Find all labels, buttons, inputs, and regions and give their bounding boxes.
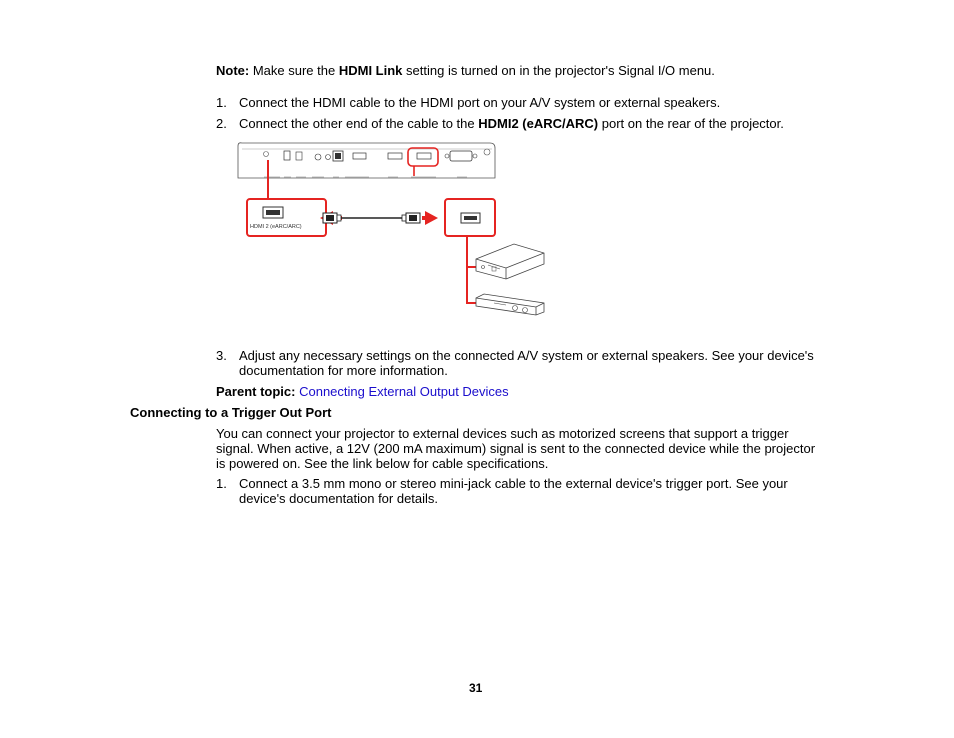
note-text-before: Make sure the [252,63,336,78]
step-number: 2. [216,116,227,131]
parent-topic [216,384,509,399]
hdmi-cable [320,211,438,225]
hdmi-connection-figure [236,140,548,318]
parent-topic-label: Parent topic: [216,384,296,399]
av-device-port-callout [445,199,495,236]
note-label: Note: [216,63,250,78]
step-2 [216,116,784,131]
step-number: 3. [216,348,227,363]
av-receiver-illustration [476,244,544,279]
step-3 [216,348,814,378]
section-step-1 [216,476,788,506]
parent-topic-link[interactable]: Connecting External Output Devices [299,384,509,399]
hdmi2-port-callout [247,199,326,236]
step-bold-term: HDMI2 (eARC/ARC) [478,116,599,131]
section-heading: Connecting to a Trigger Out Port [130,405,332,420]
step-number: 1. [216,476,227,491]
note-bold-term: HDMI Link [338,63,403,78]
note-text-after: setting is turned on in the projector's Signal I/O menu. [406,63,715,78]
step-text-before: Connect the other end of the cable to the [239,116,475,131]
soundbar-illustration [476,294,544,315]
step-text-line-1: Adjust any necessary settings on the connected A/V system or external speakers. See your device's [239,348,814,363]
step-text-line-2: documentation for more information. [239,363,448,378]
paragraph-line: is powered on. See the link below for cable specifications. [216,456,549,471]
note-paragraph [216,63,715,78]
step-text-line-1: Connect a 3.5 mm mono or stereo mini-jack cable to the external device's trigger port. See your [239,476,788,491]
projector-rear-panel [238,143,495,178]
paragraph-line: signal. When active, a 12V (200 mA maximum) signal is sent to the connected device while the projector [216,441,816,456]
page-number: 31 [469,681,483,695]
step-text-after: port on the rear of the projector. [601,116,784,131]
step-number: 1. [216,95,227,110]
section-paragraph [216,426,815,471]
step-text-line-2: device's documentation for details. [239,491,439,506]
paragraph-line: You can connect your projector to external devices such as motorized screens that support a trigger [216,426,789,441]
step-1 [216,95,720,110]
step-text: Connect the HDMI cable to the HDMI port on your A/V system or external speakers. [239,95,721,110]
port-callout-label: HDMI 2 (eARC/ARC) [250,224,302,230]
